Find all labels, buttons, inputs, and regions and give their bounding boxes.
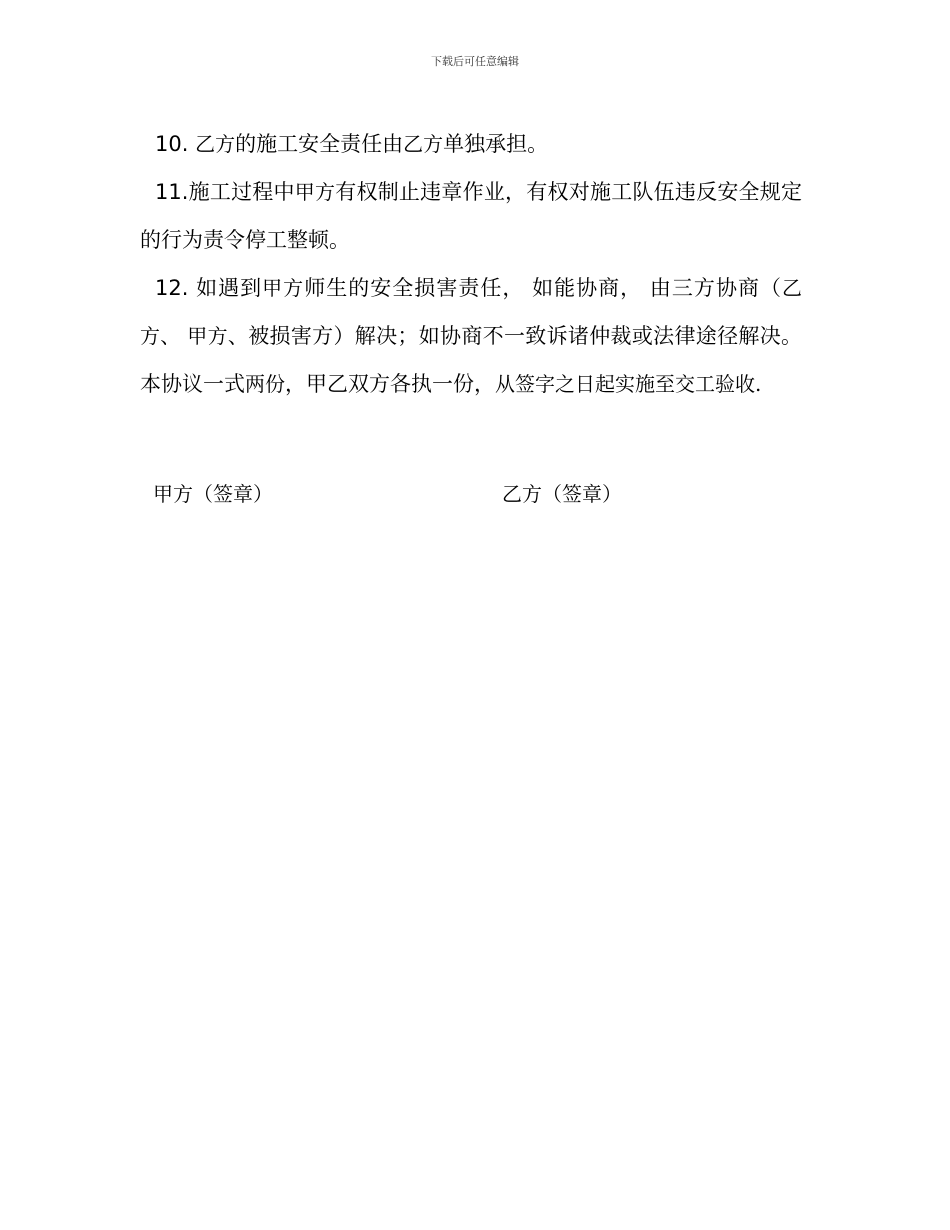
clause-11-text: 11.施工过程中 — [155, 180, 295, 204]
agreement-body — [140, 120, 802, 408]
clause-10-text: 的施工安全责任由 — [235, 132, 404, 156]
clause-10 — [140, 120, 802, 168]
clause-12-text-4: ，甲乙双方各执一份， — [285, 372, 495, 396]
clause-11-text-end: 有权制止违章作业，有权对施工队伍违反安全规定的行为责令停工整顿。 — [140, 180, 803, 252]
clause-12-text-2: 师生的安全损害责任， 如能协商， 由三方协商（ — [304, 276, 782, 300]
page-header-note: 下载后可任意编辑 — [431, 55, 519, 68]
clause-12-text-3: 被损害方）解决；如协商不一致诉诸仲裁或法律途径解决。 本协议一式 — [140, 324, 803, 396]
party-a-ref: 甲方 — [262, 276, 305, 300]
signature-block — [0, 478, 950, 510]
clause-12-text-end: 从签字之日起实施至交工验收. — [495, 372, 762, 396]
copies-count: 两份 — [245, 372, 285, 396]
clause-12-text: 12. 如遇到 — [155, 276, 263, 300]
clause-10-number: 10. — [155, 132, 196, 156]
party-b-ref: 乙方 — [195, 132, 236, 156]
party-b-ref: 乙方 — [403, 132, 444, 156]
parties-list: 乙方、 甲方、 — [140, 276, 802, 348]
party-a-ref: 甲方 — [294, 180, 336, 204]
clause-10-text-end: 单独承担。 — [443, 132, 549, 156]
party-b-signature: 乙方（签章） — [502, 482, 622, 506]
party-a-signature: 甲方（签章） — [153, 482, 273, 506]
clause-12 — [140, 264, 802, 408]
clause-11 — [140, 168, 802, 264]
